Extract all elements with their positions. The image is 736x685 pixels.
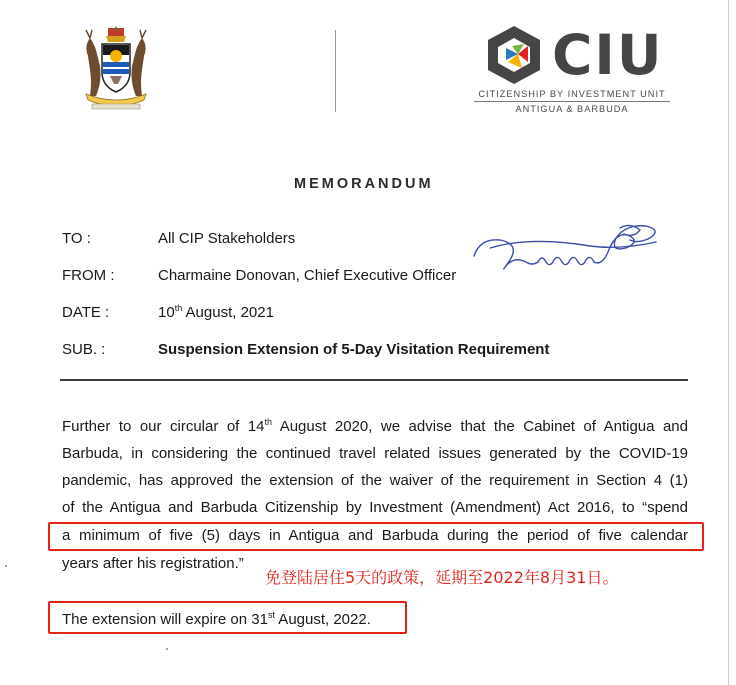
- body-line-1: [62, 418, 688, 436]
- date-label: DATE :: [62, 304, 110, 321]
- expiry-line-b: August, 2022.: [274, 611, 371, 628]
- expiry-line-sup: st: [267, 610, 275, 620]
- highlight-box-requirement: [48, 522, 704, 551]
- subject-label: SUB. :: [62, 341, 106, 358]
- body-line-1-sup: th: [264, 417, 273, 427]
- body-line-1-a: Further to our circular of 14: [62, 418, 265, 435]
- section-divider: [60, 379, 688, 381]
- chinese-annotation: 免登陆居住5天的政策，延期至2022年8月31日。: [265, 568, 619, 587]
- ciu-tagline-rule: [474, 101, 670, 102]
- ciu-tagline: CITIZENSHIP BY INVESTMENT UNIT: [478, 89, 666, 99]
- date-value: [158, 304, 274, 322]
- from-label: FROM :: [62, 267, 115, 284]
- body-line-3: pandemic, has approved the extension of the waiver of the requirement in Section 4 (1): [62, 472, 688, 489]
- date-day: 10: [158, 304, 175, 321]
- date-rest: August, 2021: [182, 304, 274, 321]
- highlight-box-expiry: [48, 601, 407, 634]
- to-label: TO :: [62, 230, 91, 247]
- handwritten-signature: [470, 216, 666, 282]
- memo-title: MEMORANDUM: [294, 176, 434, 192]
- scan-speck: [5, 565, 7, 567]
- to-value: All CIP Stakeholders: [158, 230, 296, 247]
- body-line-2: Barbuda, in considering the continued travel related issues generated by the COVID-19: [62, 445, 688, 462]
- expiry-line-a: The extension will expire on 31: [62, 611, 268, 628]
- body-line-6: years after his registration.”: [62, 555, 244, 572]
- from-value: Charmaine Donovan, Chief Executive Officer: [158, 267, 457, 284]
- scan-speck: [166, 648, 168, 650]
- ciu-wordmark: CIU: [552, 23, 664, 87]
- subject-value: Suspension Extension of 5-Day Visitation Requirement: [158, 341, 550, 358]
- coat-of-arms-emblem: [78, 26, 154, 114]
- body-line-5: a minimum of five (5) days in Antigua and Barbuda during the period of five calendar: [62, 527, 688, 544]
- page-edge: [728, 0, 729, 685]
- body-line-1-b: August 2020, we advise that the Cabinet of Antigua and: [272, 418, 688, 435]
- body-line-4: of the Antigua and Barbuda Citizenship by Investment (Amendment) Act 2016, to “spend: [62, 499, 688, 516]
- date-suffix: th: [174, 303, 183, 313]
- header-divider: [335, 30, 336, 112]
- ciu-hexagon-logo: [484, 24, 560, 86]
- ciu-subline: ANTIGUA & BARBUDA: [515, 104, 629, 114]
